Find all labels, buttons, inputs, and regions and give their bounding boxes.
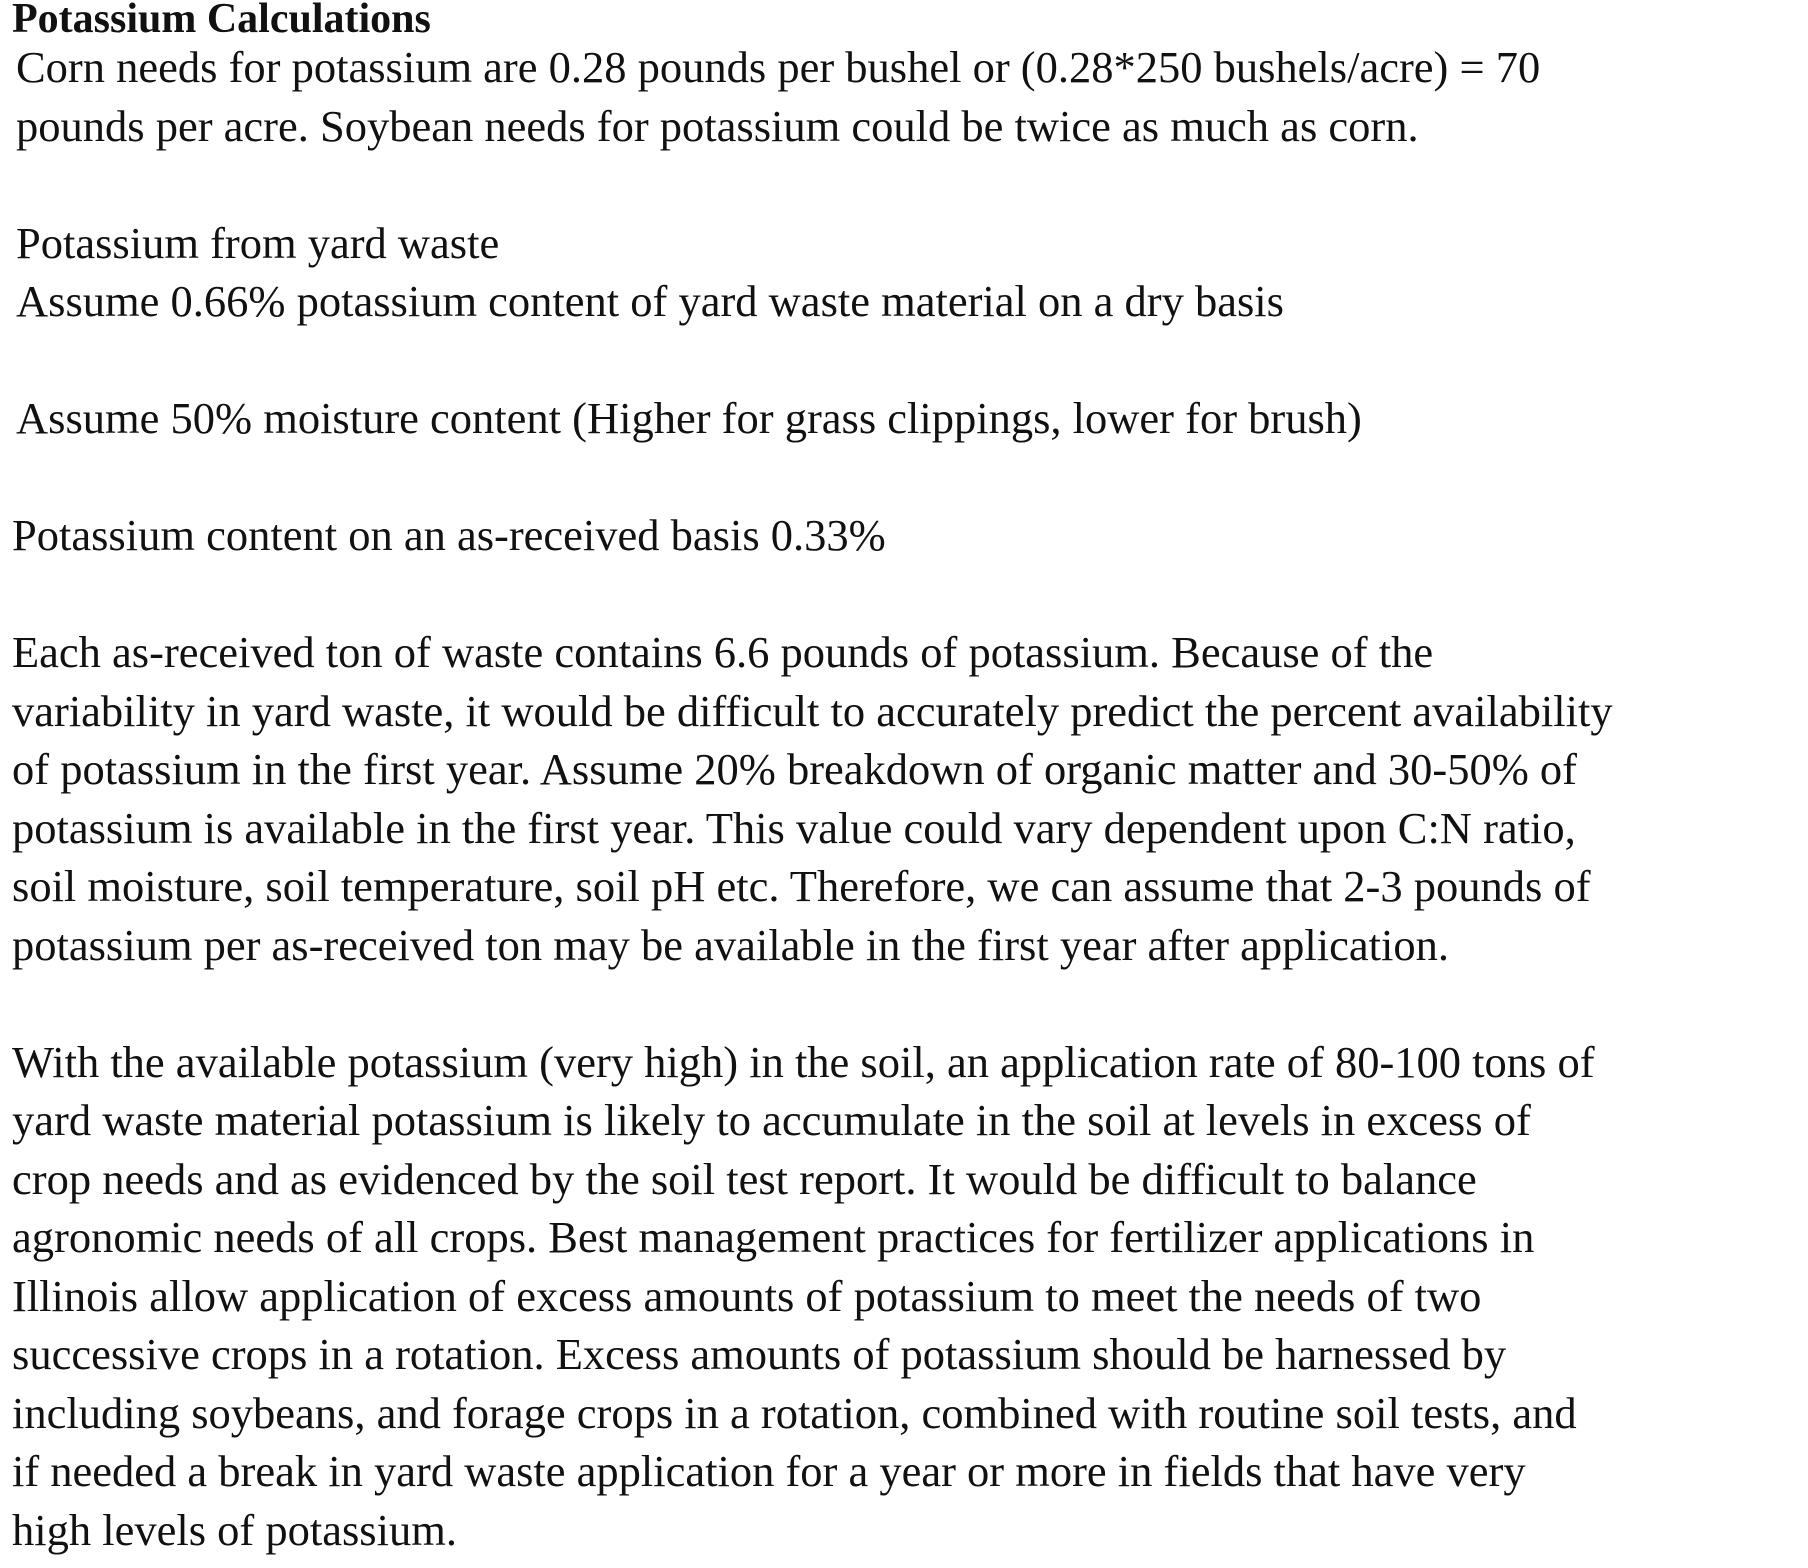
paragraph-line: crop needs and as evidenced by the soil test report. It would be difficult to balance [12, 1153, 1477, 1204]
paragraph-gap [12, 565, 1802, 624]
document-heading: Potassium Calculations [12, 0, 431, 42]
document-page [12, 0, 1802, 1559]
paragraph-line: Assume 0.66% potassium content of yard waste material on a dry basis [16, 276, 1284, 326]
paragraph-gap [12, 155, 1802, 214]
paragraph-line: Potassium content on an as-received basis 0.33% [12, 510, 886, 560]
moisture-paragraph [12, 389, 1802, 448]
application-paragraph [12, 1033, 1802, 1560]
paragraph-line: Each as-received ton of waste contains 6.6 pounds of potassium. Because of the [12, 627, 1434, 677]
paragraph-gap [12, 974, 1802, 1033]
paragraph-line: Potassium from yard waste [16, 217, 500, 268]
paragraph-line: Corn needs for potassium are 0.28 pounds per bushel or (0.28*250 bushels/acre) = 70 [16, 42, 1541, 92]
intro-paragraph [12, 38, 1802, 155]
paragraph-line: potassium per as-received ton may be available in the first year after application. [12, 919, 1450, 970]
paragraph-line: potassium is available in the first year. This value could vary dependent upon C:N ratio, [12, 802, 1576, 853]
availability-paragraph [12, 623, 1802, 974]
yard-waste-paragraph [12, 214, 1802, 331]
paragraph-line: Illinois allow application of excess amounts of potassium to meet the needs of two [12, 1270, 1482, 1321]
paragraph-line: if needed a break in yard waste application for a year or more in fields that have very [12, 1446, 1526, 1496]
paragraph-line: agronomic needs of all crops. Best management practices for fertilizer applications in [12, 1212, 1535, 1262]
paragraph-line: of potassium in the first year. Assume 20% breakdown of organic matter and 30-50% of [12, 744, 1577, 794]
paragraph-line: pounds per acre. Soybean needs for potassium could be twice as much as corn. [16, 100, 1419, 151]
paragraph-line: With the available potassium (very high) in the soil, an application rate of 80-100 tons of [12, 1036, 1595, 1087]
paragraph-line: yard waste material potassium is likely to accumulate in the soil at levels in excess of [12, 1095, 1531, 1145]
paragraph-line: variability in yard waste, it would be difficult to accurately predict the percent availability [12, 685, 1613, 736]
paragraph-line: including soybeans, and forage crops in a rotation, combined with routine soil tests, and [12, 1387, 1577, 1438]
paragraph-line: successive crops in a rotation. Excess amounts of potassium should be harnessed by [12, 1329, 1507, 1379]
paragraph-line: Assume 50% moisture content (Higher for grass clippings, lower for brush) [16, 393, 1362, 443]
paragraph-line: soil moisture, soil temperature, soil pH etc. Therefore, we can assume that 2-3 pounds of [12, 861, 1591, 911]
paragraph-gap [12, 331, 1802, 390]
paragraph-line: high levels of potassium. [12, 1504, 457, 1555]
paragraph-gap [12, 448, 1802, 507]
as-received-paragraph [12, 506, 1802, 565]
